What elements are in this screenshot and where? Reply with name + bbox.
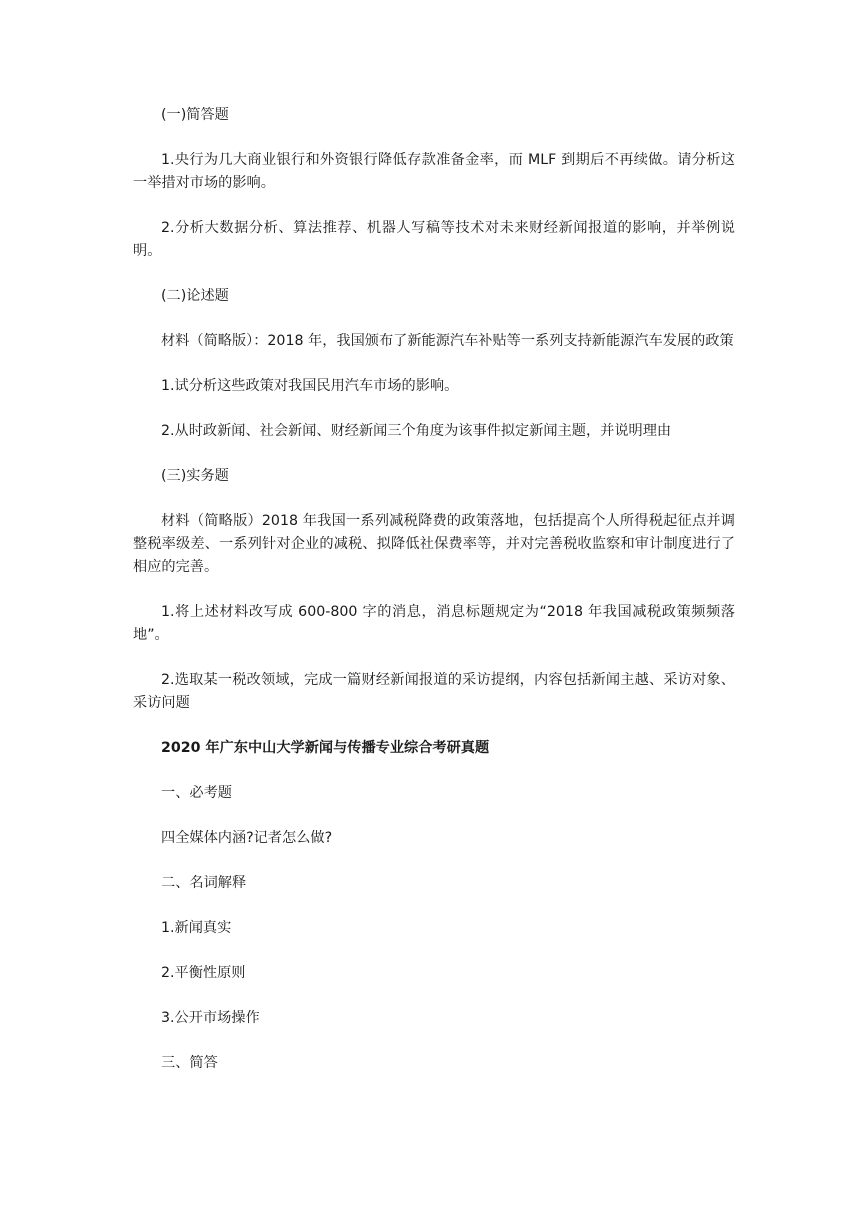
question-paragraph: 2.分析大数据分析、算法推荐、机器人写稿等技术对未来财经新闻报道的影响，并举例说明。: [133, 220, 735, 259]
term-item: 3.公开市场操作: [161, 1010, 260, 1026]
question-paragraph: 2.从时政新闻、社会新闻、财经新闻三个角度为该事件拟定新闻主题，并说明理由: [161, 423, 672, 439]
question-paragraph: 1.试分析这些政策对我国民用汽车市场的影响。: [161, 378, 459, 394]
section-heading-short-answer-2: 三、简答: [161, 1055, 218, 1071]
exam-title: 2020 年广东中山大学新闻与传播专业综合考研真题: [161, 740, 490, 756]
document-body: [133, 104, 735, 1097]
term-item: 2.平衡性原则: [161, 965, 246, 981]
material-paragraph: 材料（简略版）2018 年我国一系列减税降费的政策落地，包括提高个人所得税起征点并调整税率级差、一系列针对企业的减税、拟降低社保费率等，并对完善税收监察和审计制度进行了相应的完善。: [133, 513, 735, 575]
section-heading-terms: 二、名词解释: [161, 875, 247, 891]
question-paragraph: 四全媒体内涵?记者怎么做?: [161, 830, 333, 846]
section-heading-required: 一、必考题: [161, 785, 232, 801]
section-heading-short-answer: (一)简答题: [161, 107, 229, 123]
section-heading-essay: (二)论述题: [161, 288, 229, 304]
question-paragraph: 1.央行为几大商业银行和外资银行降低存款准备金率，而 MLF 到期后不再续做。请分析这一举措对市场的影响。: [133, 152, 735, 191]
term-item: 1.新闻真实: [161, 920, 232, 936]
question-paragraph: 2.选取某一税改领域，完成一篇财经新闻报道的采访提纲，内容包括新闻主越、采访对象、采访问题: [133, 672, 735, 711]
material-paragraph: 材料（简略版）：2018 年，我国颁布了新能源汽车补贴等一系列支持新能源汽车发展的政策: [161, 333, 734, 349]
question-paragraph: 1.将上述材料改写成 600-800 字的消息，消息标题规定为“2018 年我国减税政策频频落地”。: [133, 604, 735, 643]
section-heading-practice: (三)实务题: [161, 468, 229, 484]
